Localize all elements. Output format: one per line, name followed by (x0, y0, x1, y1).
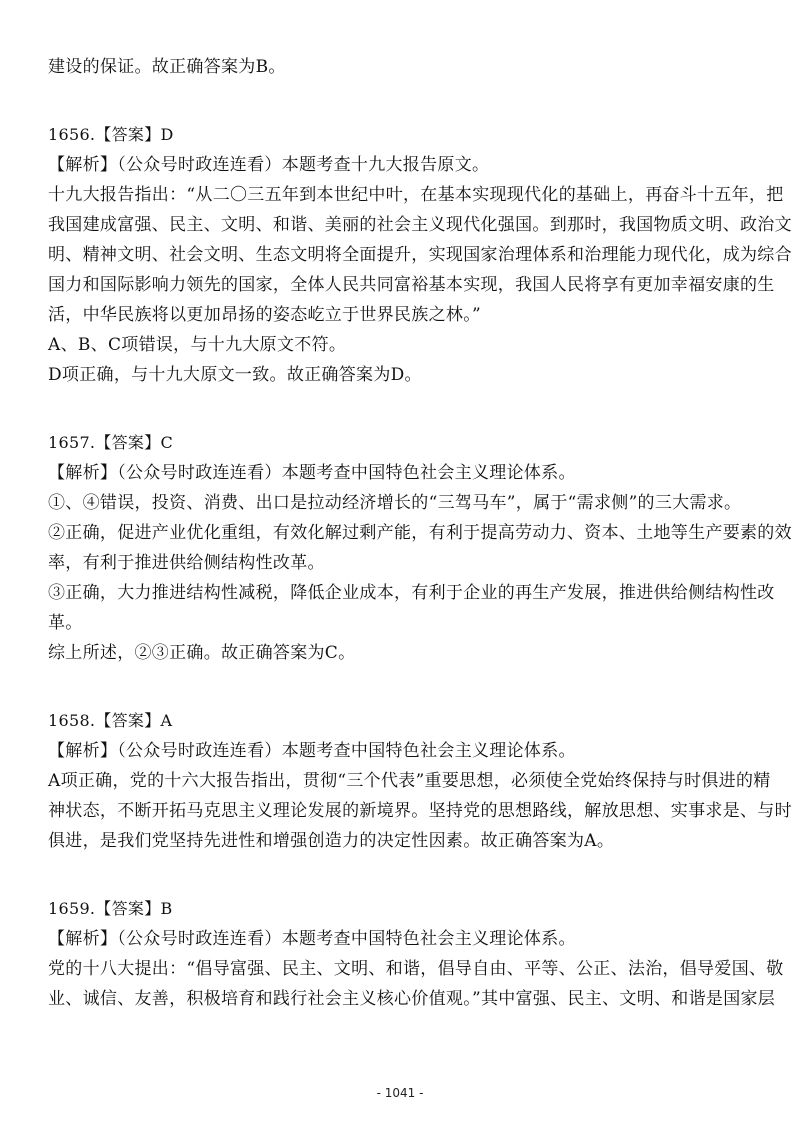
analysis-line: D项正确，与十九大原文一致。故正确答案为D。 (48, 365, 422, 385)
analysis-line: ①、④错误，投资、消费、出口是拉动经济增长的“三驾马车”，属于“需求侧”的三大需求。 (48, 493, 742, 513)
section-gap (48, 856, 748, 894)
analysis-line: 十九大报告指出：“从二〇三五年到本世纪中叶，在基本实现现代化的基础上，再奋斗十五年，把 (48, 185, 784, 205)
section-gap (48, 390, 748, 428)
analysis-line: 【解析】（公众号时政连连看）本题考查中国特色社会主义理论体系。 (48, 929, 576, 949)
answer-heading: 1659.【答案】B (48, 899, 173, 918)
answer-block-1657 (48, 428, 792, 668)
analysis-line: 党的十八大提出：“倡导富强、民主、文明、和谐，倡导自由、平等、公正、法治，倡导爱国、敬 (48, 959, 784, 979)
analysis-line: 业、诚信、友善，积极培育和践行社会主义核心价值观。”其中富强、民主、文明、和谐是国家层 (48, 989, 776, 1009)
analysis-line: 活，中华民族将以更加昂扬的姿态屹立于世界民族之林。” (48, 305, 481, 325)
analysis-line: 明、精神文明、社会文明、生态文明将全面提升，实现国家治理体系和治理能力现代化，成为综合 (48, 245, 792, 265)
analysis-line: A、B、C项错误，与十九大原文不符。 (48, 335, 347, 355)
answer-block-1656 (48, 120, 792, 390)
document-body (48, 52, 792, 1014)
analysis-line: 革。 (48, 613, 83, 633)
analysis-line: 【解析】（公众号时政连连看）本题考查十九大报告原文。 (48, 155, 490, 175)
answer-heading: 1658.【答案】A (48, 711, 173, 730)
analysis-line: 【解析】（公众号时政连连看）本题考查中国特色社会主义理论体系。 (48, 741, 576, 761)
analysis-line: ②正确，促进产业优化重组，有效化解过剩产能，有利于提高劳动力、资本、土地等生产要素的效 (48, 523, 792, 543)
answer-block-1658 (48, 706, 792, 856)
section-gap (48, 82, 748, 120)
answer-heading: 1656.【答案】D (48, 125, 174, 144)
analysis-line: 率，有利于推进供给侧结构性改革。 (48, 553, 325, 573)
analysis-line: ③正确，大力推进结构性减税，降低企业成本，有利于企业的再生产发展，推进供给侧结构性改 (48, 583, 775, 603)
intro-line: 建设的保证。故正确答案为B。 (48, 57, 286, 77)
analysis-line: 神状态，不断开拓马克思主义理论发展的新境界。坚持党的思想路线，解放思想、实事求是、与时 (48, 801, 792, 821)
analysis-line: 国力和国际影响力领先的国家，全体人民共同富裕基本实现，我国人民将享有更加幸福安康的生 (48, 275, 775, 295)
page-number: - 1041 - (376, 1086, 424, 1100)
analysis-line: 俱进，是我们党坚持先进性和增强创造力的决定性因素。故正确答案为A。 (48, 831, 615, 851)
answer-block-1659 (48, 894, 784, 1014)
answer-heading: 1657.【答案】C (48, 433, 174, 452)
analysis-line: 我国建成富强、民主、文明、和谐、美丽的社会主义现代化强国。到那时，我国物质文明、政治文 (48, 215, 792, 235)
analysis-line: 综上所述，②③正确。故正确答案为C。 (48, 643, 356, 663)
analysis-line: A项正确，党的十六大报告指出，贯彻“三个代表”重要思想，必须使全党始终保持与时俱进的精 (48, 771, 771, 791)
section-gap (48, 668, 748, 706)
analysis-line: 【解析】（公众号时政连连看）本题考查中国特色社会主义理论体系。 (48, 463, 576, 483)
